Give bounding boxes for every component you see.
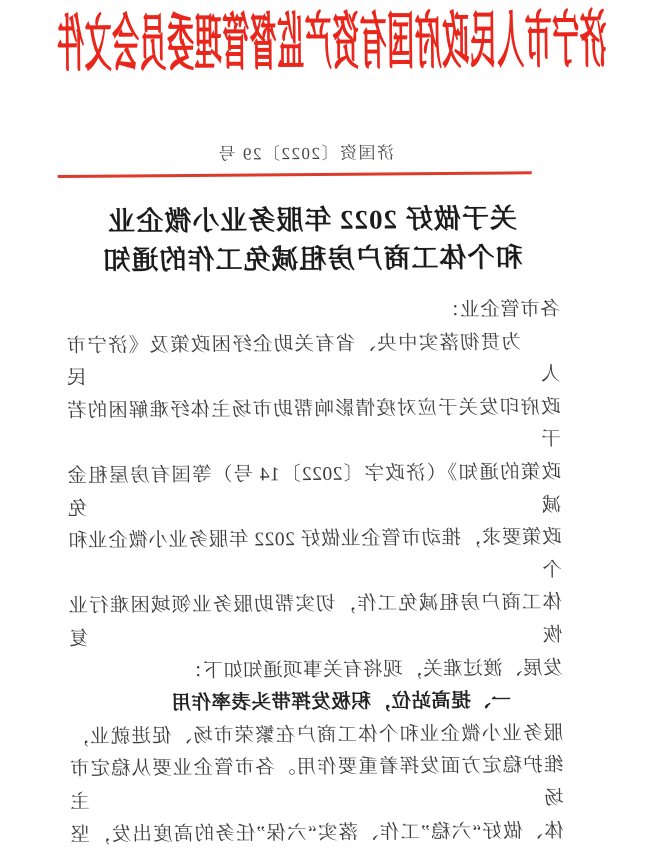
red-divider-line: [58, 171, 532, 178]
section-heading: 一、提高站位，积极发挥带头表率作用: [170, 690, 511, 715]
body-line: 服务业小微企业和个体工商户在繁荣市场、促进就业，: [69, 722, 564, 748]
document-number: 济国资〔2022〕29 号: [217, 143, 395, 164]
red-header-org-title: 济宁市人民政府国有资产监督管理委员会文件: [56, 5, 607, 80]
body-line: 体工商户房租减免工作，切实帮助服务业领域困难行业恢复: [68, 592, 563, 650]
body-salutation: 各市管企业：: [439, 299, 560, 322]
notice-title-line-2: 和个体工商户房租减免工作的通知: [102, 242, 523, 276]
notice-title-line-1: 关于做好 2022 年服务业小微企业: [107, 203, 517, 237]
document-body: [66, 294, 564, 852]
body-line: 政策要求，推动市管企业做好 2022 年服务业小微企业和个: [67, 527, 562, 581]
body-line: 体、做好“六稳”工作、落实“六保”任务的高度出发，坚: [69, 820, 564, 846]
body-line: 发展、渡过难关，现将有关事项通知如下：: [182, 657, 563, 682]
body-line: 为贯彻落实中央、省有关助企纾困政策及《济宁市人民: [66, 331, 561, 390]
body-line: 维护稳定方面发挥着重要作用。各市管企业要从稳定市场主: [69, 755, 564, 813]
notice-title: [0, 199, 626, 282]
body-line: 政府印发关于应对疫情影响帮助市场主体纾难解困的若干: [66, 396, 561, 451]
body-line: 政策的通知》（济政字〔2022〕14 号）等国有房屋租金减免: [67, 462, 562, 520]
